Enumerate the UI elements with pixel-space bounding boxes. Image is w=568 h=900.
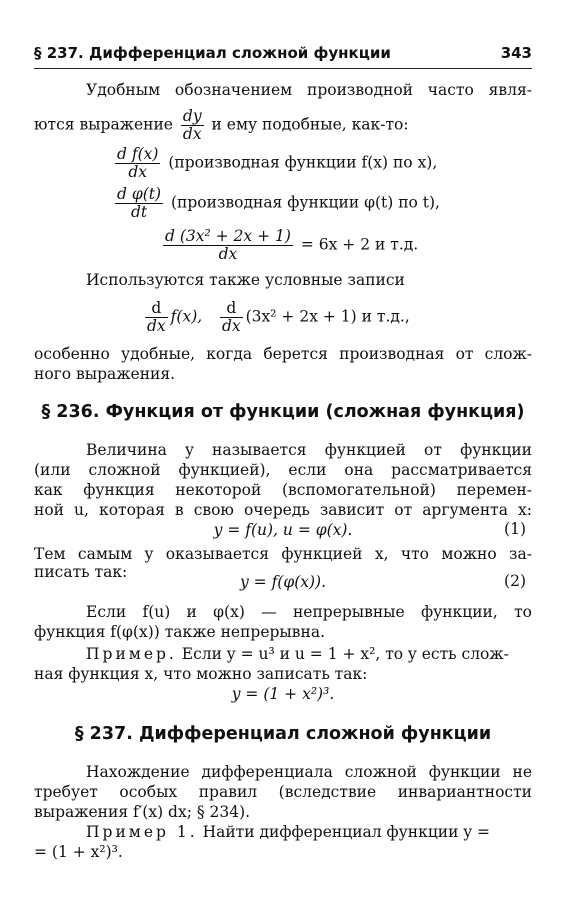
intro-line-1: Удобным обозначением производной часто явля- — [86, 81, 532, 99]
page-number: 343 — [500, 44, 532, 62]
formula-f: $\frac{\text{d f(x)}}{dx}$ (производная функции f(x) по x), — [117, 145, 438, 181]
equation-2: y = f(φ(x)). — [239, 573, 327, 591]
sec237-p1-line1: Нахождение дифференциала сложной функции не — [86, 763, 532, 781]
intro-line-6: ного выражения. — [34, 365, 176, 383]
sec236-p1-line1: Величина y называется функцией от функции — [86, 441, 532, 459]
sec236-p1-line3: как функция некоторой (вспомогательной) перемен- — [34, 481, 532, 499]
equation-1-number: (1) — [504, 520, 526, 538]
sec237-example-line2: = (1 + x²)³. — [34, 843, 123, 861]
equation-3: y = (1 + x²)³. — [231, 685, 335, 703]
sec236-example-line2: ная функция x, что можно записать так: — [34, 665, 368, 683]
sec236-p3-line2: функция f(φ(x)) также непрерывна. — [34, 623, 325, 641]
section-237-heading: § 237. Дифференциал сложной функции — [74, 724, 492, 744]
sec236-example-line1: Пример. Если y = u³ и u = 1 + x², то y есть слож- — [86, 645, 509, 663]
formula-poly: $\frac{\text{d (3x² + 2x + 1)}}{dx}$ = 6x + 2 и т.д. — [165, 227, 419, 263]
intro-line-3: Используются также условные записи — [86, 271, 405, 289]
intro-line-2: ются выражение $\frac{dy}{dx}$ и ему подобные, как-то: — [34, 107, 409, 143]
section-236-heading: § 236. Функция от функции (сложная функция) — [41, 402, 525, 422]
equation-2-number: (2) — [504, 572, 526, 590]
intro-line-5: особенно удобные, когда берется производная от слож- — [34, 345, 532, 363]
sec236-p1-line2: (или сложной функцией), если она рассматривается — [34, 461, 532, 479]
sec237-example-line1: Пример 1. Найти дифференциал функции y = — [86, 823, 491, 841]
sec237-p1-line2: требует особых правил (вследствие инвариантности — [34, 783, 532, 801]
running-header — [34, 42, 532, 69]
sec236-p2-line2: писать так: — [34, 563, 128, 581]
sec236-p3-line1: Если f(u) и φ(x) — непрерывные функции, то — [86, 603, 532, 621]
formula-phi: $\frac{\text{d φ(t)}}{dt}$ (производная функции φ(t) по t), — [117, 185, 440, 221]
formula-operator: $\frac{d}{dx}$ f(x), $\frac{d}{dx}$ (3x² + 2x + 1) и т.д., — [147, 299, 410, 335]
equation-1: y = f(u), u = φ(x). — [213, 521, 353, 539]
sec236-p1-line4: ной u, которая в свою очередь зависит от аргумента x: — [34, 501, 532, 519]
header-title: § 237. Дифференциал сложной функции — [34, 44, 391, 62]
sec236-p2-line1: Тем самым y оказывается функцией x, что можно за- — [34, 545, 532, 563]
sec237-p1-line3: выражения f′(x) dx; § 234). — [34, 803, 251, 821]
